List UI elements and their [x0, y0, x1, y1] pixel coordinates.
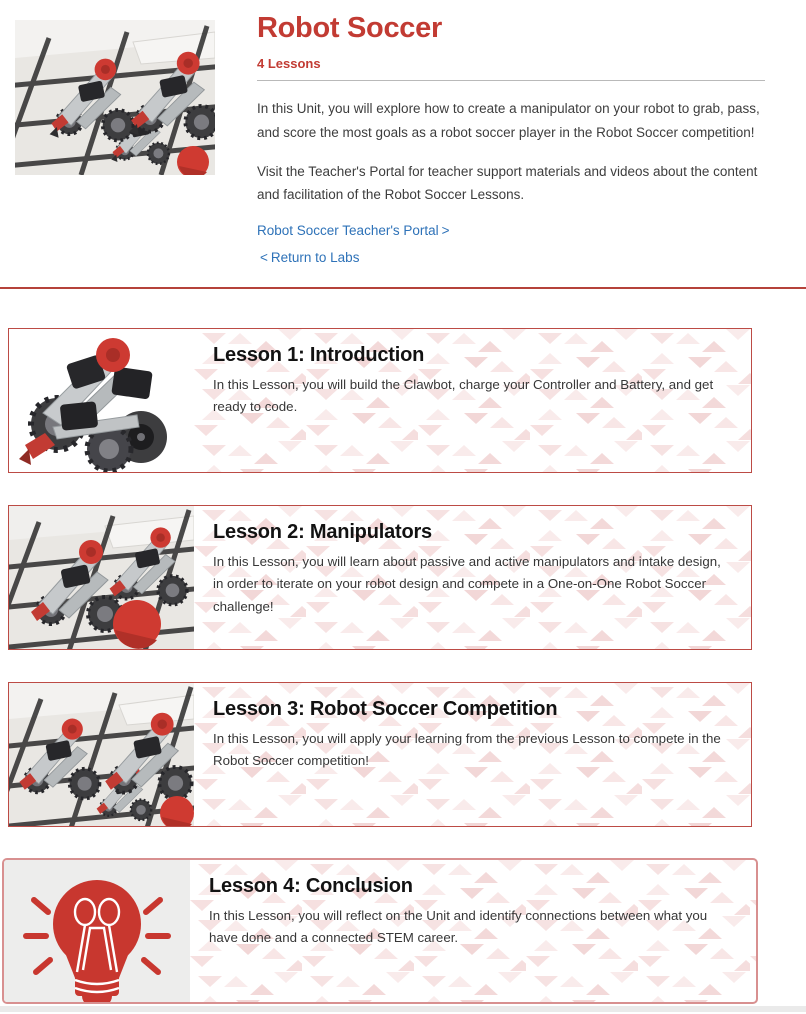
- lesson-4-body: [190, 860, 756, 1002]
- chevron-right-icon: >: [441, 223, 450, 239]
- header-divider: [257, 80, 765, 81]
- section-divider: [0, 287, 806, 289]
- lesson-3-image-robots: [9, 683, 194, 826]
- lesson-2-text: [194, 506, 751, 618]
- lesson-4-image-lightbulb: [4, 860, 190, 1002]
- teacher-portal-link[interactable]: [257, 223, 453, 238]
- lightbulb-icon: [4, 860, 190, 1002]
- lesson-2-image-robots: [9, 506, 194, 649]
- lesson-3-body: [194, 683, 751, 826]
- lesson-card-3[interactable]: [8, 682, 752, 827]
- lesson-3-description: In this Lesson, you will apply your learning from the previous Lesson to compete in the Robot Soccer competition!: [213, 731, 721, 769]
- teacher-portal-description: Visit the Teacher's Portal for teacher support materials and videos about the content and facilitation of the Robot Soccer Lessons.: [257, 163, 758, 202]
- chevron-left-icon: <: [260, 250, 268, 266]
- lesson-3-title: Lesson 3: Robot Soccer Competition: [213, 698, 558, 720]
- next-section-edge: [0, 1006, 806, 1012]
- lesson-list: [0, 328, 806, 1004]
- return-to-labs-link[interactable]: [257, 250, 359, 265]
- lesson-count-badge: 4 Lessons: [257, 56, 321, 72]
- unit-header: [0, 0, 806, 287]
- page-title: Robot Soccer: [257, 12, 442, 44]
- lesson-2-body: [194, 506, 751, 649]
- lesson-card-1[interactable]: [8, 328, 752, 473]
- lesson-2-description: In this Lesson, you will learn about passive and active manipulators and intake design, in order to iterate on your robot design and compete in a One-on-One Robot Soccer challenge!: [213, 554, 721, 614]
- lesson-4-title: Lesson 4: Conclusion: [209, 875, 413, 897]
- teacher-portal-link-label: Robot Soccer Teacher's Portal: [257, 223, 439, 239]
- unit-header-text: [257, 10, 765, 265]
- lesson-1-body: [194, 329, 751, 472]
- unit-description: In this Unit, you will explore how to create a manipulator on your robot to grab, pass, and score the most goals as a robot soccer player in the Robot Soccer competition!: [257, 101, 760, 140]
- lesson-1-description: In this Lesson, you will build the Clawbot, charge your Controller and Battery, and get ready to code.: [213, 377, 714, 415]
- lesson-3-text: [194, 683, 751, 773]
- lesson-4-text: [190, 860, 756, 950]
- lesson-4-description: In this Lesson, you will reflect on the Unit and identify connections between what you have done and a connected STEM career.: [209, 908, 708, 946]
- lesson-card-2[interactable]: [8, 505, 752, 650]
- lesson-1-image-clawbot: [9, 329, 194, 472]
- lesson-1-title: Lesson 1: Introduction: [213, 344, 425, 366]
- lesson-1-text: [194, 329, 751, 419]
- lesson-card-4[interactable]: [2, 858, 758, 1004]
- lesson-2-title: Lesson 2: Manipulators: [213, 521, 432, 543]
- return-to-labs-link-label: Return to Labs: [270, 250, 360, 266]
- robots-field-illustration: [15, 20, 215, 175]
- unit-thumbnail-image: [15, 20, 215, 175]
